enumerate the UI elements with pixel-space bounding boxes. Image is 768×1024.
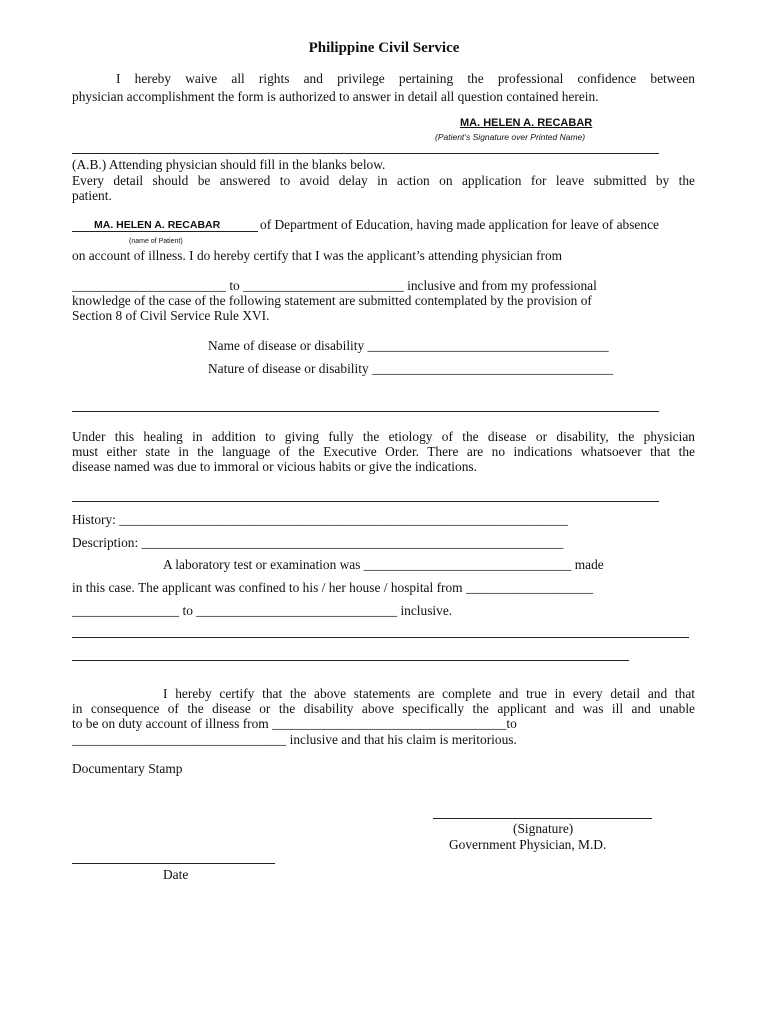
final-cert-line-4: ________________________________ inclusive and that his claim is meritorious. — [72, 732, 517, 747]
instructions-line-2: Every detail should be answered to avoid delay in action on application for leave submitted by the — [72, 173, 695, 188]
etiology-line-3: disease named was due to immoral or vicious habits or give the indications. — [72, 459, 477, 474]
document-title: Philippine Civil Service — [308, 40, 460, 56]
certification-line-5: Section 8 of Civil Service Rule XVI. — [72, 308, 270, 323]
certification-patient-name: MA. HELEN A. RECABAR — [94, 219, 221, 231]
documentary-stamp-label: Documentary Stamp — [72, 761, 183, 776]
confinement-field: in this case. The applicant was confined to his / her house / hospital from ___________________ — [72, 580, 594, 595]
instructions-line-3: patient. — [72, 188, 112, 203]
etiology-line-1: Under this healing in addition to giving fully the etiology of the disease or disability, the physician — [72, 429, 695, 444]
certification-line-4: knowledge of the case of the following statement are submitted contemplated by the provision of — [72, 293, 592, 308]
date-line — [72, 863, 275, 864]
final-cert-line-3: to be on duty account of illness from ___________________________________to — [72, 716, 517, 731]
final-cert-line-1: I hereby certify that the above statements are complete and true in every detail and that — [163, 686, 695, 701]
instructions-line-1: (A.B.) Attending physician should fill in the blanks below. — [72, 157, 386, 172]
certification-line-3: _______________________ to ________________________ inclusive and from my professional — [72, 278, 597, 293]
date-label: Date — [163, 867, 189, 882]
waiver-patient-name: MA. HELEN A. RECABAR — [460, 117, 593, 129]
divider-line — [72, 153, 659, 154]
physician-title: Government Physician, M.D. — [449, 837, 607, 852]
certification-name-caption: (name of Patient) — [129, 238, 183, 245]
waiver-patient-caption: (Patient’s Signature over Printed Name) — [435, 132, 586, 142]
description-field: Description: _______________________________________________________________ — [72, 535, 564, 550]
disease-nature-field: Nature of disease or disability ____________________________________ — [208, 361, 614, 376]
blank-line — [72, 411, 659, 412]
certification-line-1: of Department of Education, having made application for leave of absence — [260, 217, 659, 232]
final-cert-line-2: in consequence of the disease or the disability above specifically the applicant and was ill and unable — [72, 701, 695, 716]
confinement-dates-field: ________________ to ______________________________ inclusive. — [72, 603, 453, 618]
etiology-line-2: must either state in the language of the Executive Order. There are no indications whatsoever that the — [72, 444, 695, 459]
history-field: History: ___________________________________________________________________ — [72, 512, 568, 527]
blank-line — [72, 660, 629, 661]
signature-line — [433, 818, 652, 819]
certification-line-2: on account of illness. I do hereby certify that I was the applicant’s attending physician from — [72, 248, 563, 263]
lab-test-field: A laboratory test or examination was _______________________________ made — [163, 557, 604, 572]
waiver-line-2: physician accomplishment the form is authorized to answer in detail all question contained herein. — [72, 89, 599, 104]
signature-label: (Signature) — [513, 821, 574, 836]
waiver-line-1: I hereby waive all rights and privilege pertaining the professional confidence between — [116, 71, 695, 86]
blank-line — [72, 501, 659, 502]
disease-name-field: Name of disease or disability ____________________________________ — [208, 338, 609, 353]
blank-line — [72, 637, 689, 638]
